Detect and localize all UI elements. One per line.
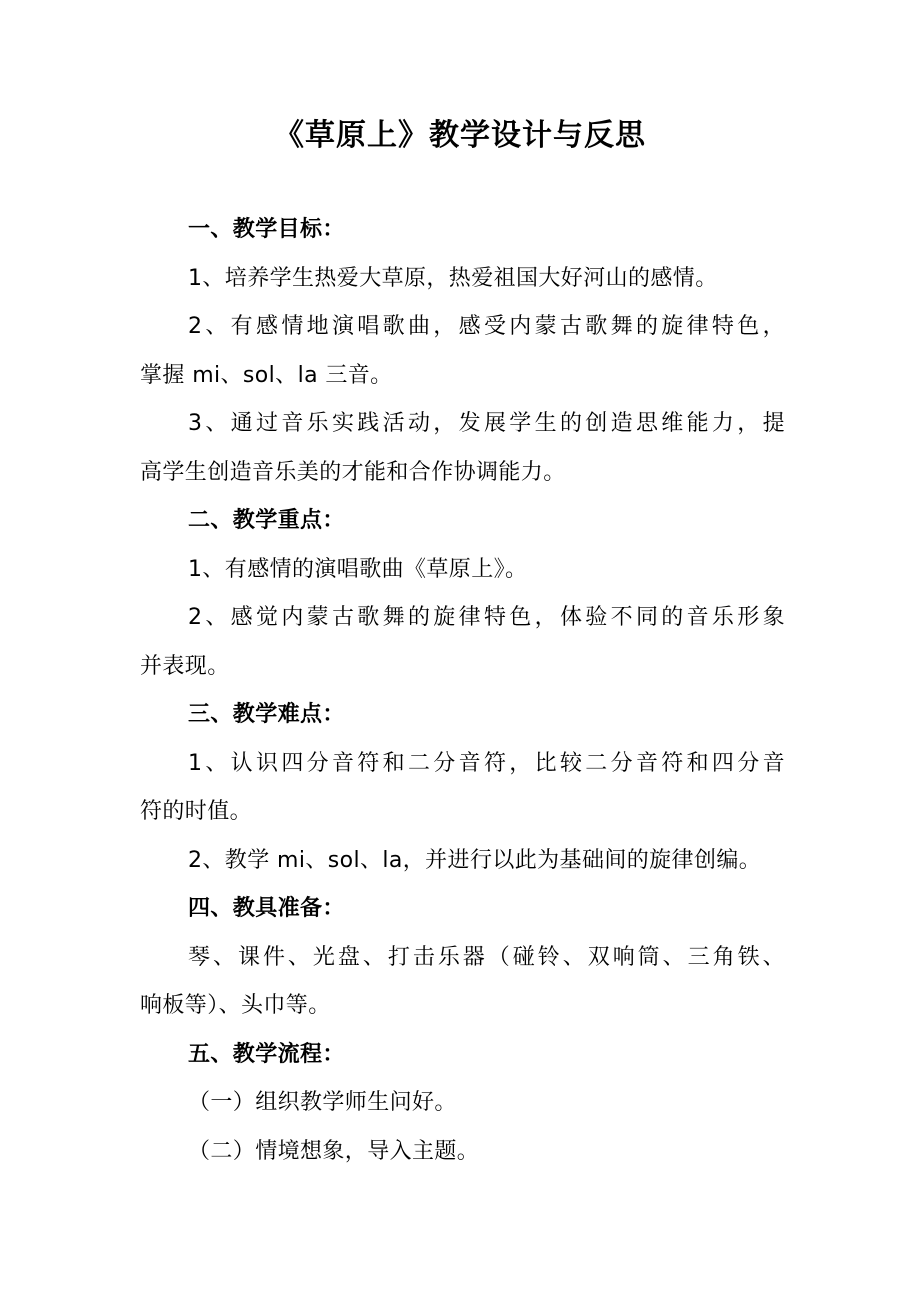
section-heading-process: 五、教学流程：: [188, 1041, 345, 1067]
paragraph-line: （二）情境想象，导入主题。: [188, 1138, 480, 1164]
section-heading-objectives: 一、教学目标：: [188, 217, 345, 242]
paragraph-line: 响板等）、头巾等。: [140, 993, 331, 1018]
paragraph-line: 并表现。: [140, 653, 230, 679]
paragraph-line: 符的时值。: [140, 799, 253, 824]
paragraph-line: 2、感觉内蒙古歌舞的旋律特色，体验不同的音乐形象: [188, 605, 785, 630]
paragraph-line: 3、通过音乐实践活动，发展学生的创造思维能力，提: [188, 411, 785, 436]
section-heading-difficulties: 三、教学难点：: [188, 702, 345, 727]
paragraph-line: 掌握 mi、sol、la 三音。: [140, 362, 393, 388]
document-body: [140, 206, 785, 1176]
paragraph-line: （一）组织教学师生问好。: [188, 1090, 457, 1115]
section-heading-materials: 四、教具准备：: [188, 896, 345, 921]
paragraph-line: 2、教学 mi、sol、la，并进行以此为基础间的旋律创编。: [188, 847, 762, 873]
paragraph-line: 2、有感情地演唱歌曲，感受内蒙古歌舞的旋律特色，: [188, 314, 785, 339]
paragraph-line: 1、培养学生热爱大草原，热爱祖国大好河山的感情。: [188, 265, 718, 291]
document-title: 《草原上》教学设计与反思: [274, 118, 646, 153]
paragraph-line: 高学生创造音乐美的才能和合作协调能力。: [140, 459, 566, 485]
paragraph-line: 1、认识四分音符和二分音符，比较二分音符和四分音: [188, 750, 785, 776]
paragraph-line: 琴、课件、光盘、打击乐器（碰铃、双响筒、三角铁、: [188, 944, 785, 970]
paragraph-line: 1、有感情的演唱歌曲《草原上》。: [188, 556, 528, 582]
section-heading-key-points: 二、教学重点：: [188, 508, 345, 533]
